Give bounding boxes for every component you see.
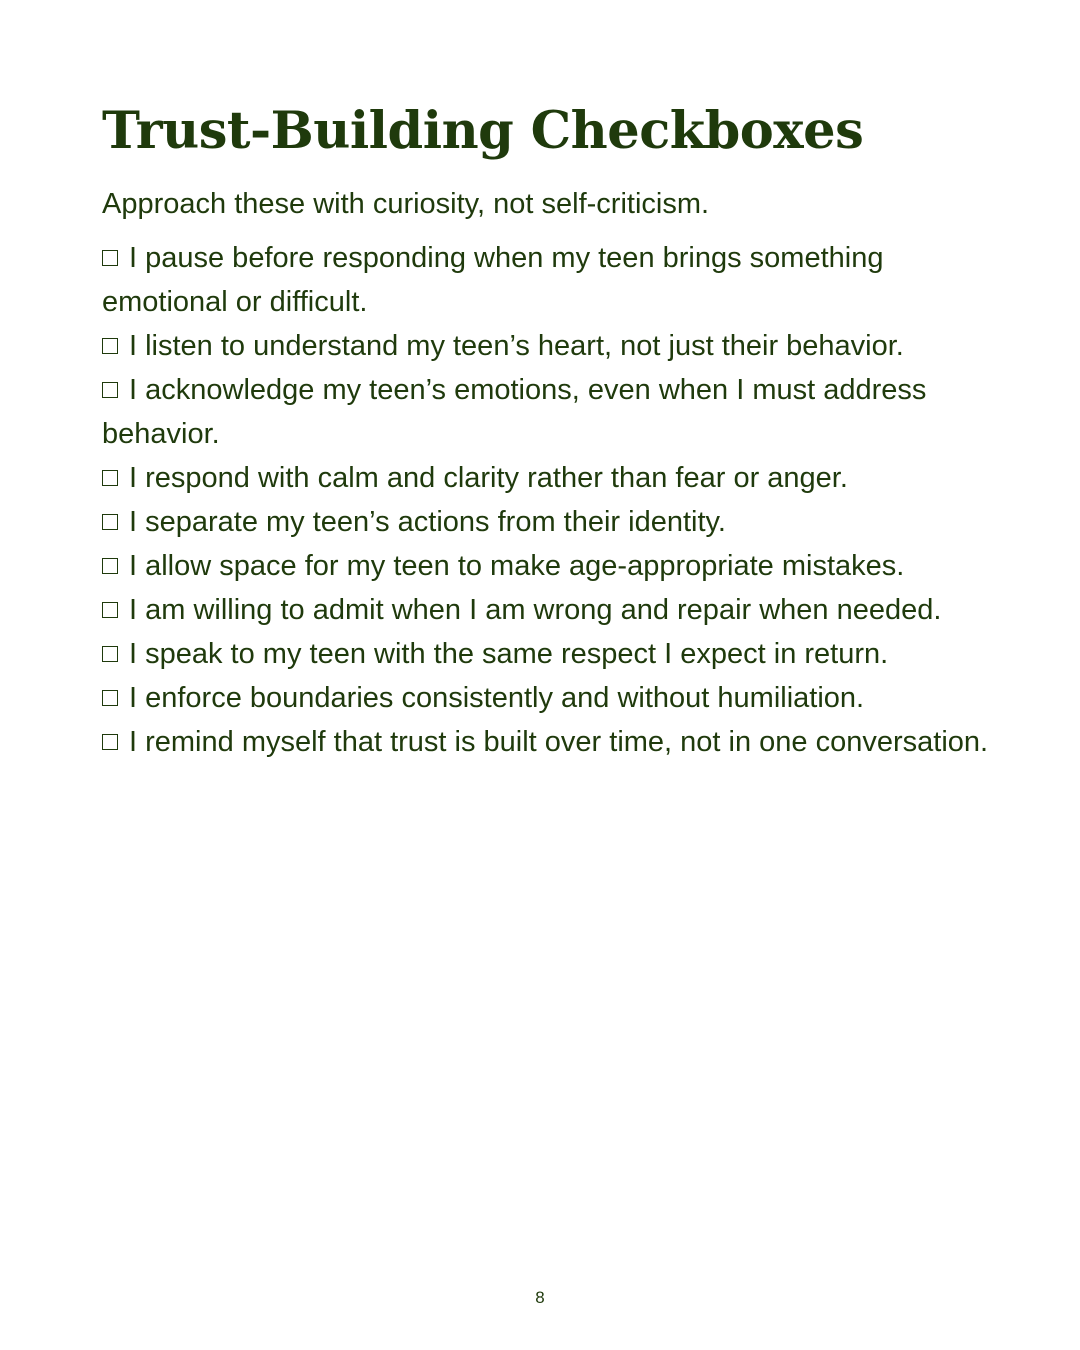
checkbox-icon[interactable] [102,514,118,530]
checkbox-icon[interactable] [102,338,118,354]
checkbox-icon[interactable] [102,690,118,706]
checklist-item-label: I separate my teen’s actions from their identity. [129,506,726,538]
checkbox-icon[interactable] [102,602,118,618]
checkbox-icon[interactable] [102,646,118,662]
checkbox-icon[interactable] [102,382,118,398]
checklist-item [102,456,992,500]
checklist-item [102,544,992,588]
checklist-item-label: I allow space for my teen to make age-appropriate mistakes. [129,550,905,582]
checklist [102,236,992,764]
checkbox-icon[interactable] [102,734,118,750]
checklist-item-label: I listen to understand my teen’s heart, not just their behavior. [129,330,904,362]
checklist-item-label: I pause before responding when my teen brings something emotional or difficult. [102,242,884,318]
checklist-item [102,676,992,720]
checklist-item [102,720,992,764]
page-title: Trust-Building Checkboxes [102,101,864,161]
checklist-item [102,324,992,368]
checklist-item-label: I respond with calm and clarity rather than fear or anger. [129,462,848,494]
checklist-item-label: I speak to my teen with the same respect I expect in return. [129,638,889,670]
checkbox-icon[interactable] [102,470,118,486]
checklist-item [102,236,992,324]
page-number: 8 [535,1288,545,1307]
checklist-item-label: I remind myself that trust is built over time, not in one conversation. [129,726,989,758]
checkbox-icon[interactable] [102,250,118,266]
page-content [102,96,992,764]
checklist-item [102,632,992,676]
checklist-item [102,368,992,456]
checklist-item-label: I am willing to admit when I am wrong and repair when needed. [129,594,942,626]
page-subtitle: Approach these with curiosity, not self-criticism. [102,188,710,220]
checklist-item [102,588,992,632]
checklist-item-label: I enforce boundaries consistently and without humiliation. [129,682,865,714]
checklist-item [102,500,992,544]
checklist-item-label: I acknowledge my teen’s emotions, even when I must address behavior. [102,374,927,450]
checkbox-icon[interactable] [102,558,118,574]
